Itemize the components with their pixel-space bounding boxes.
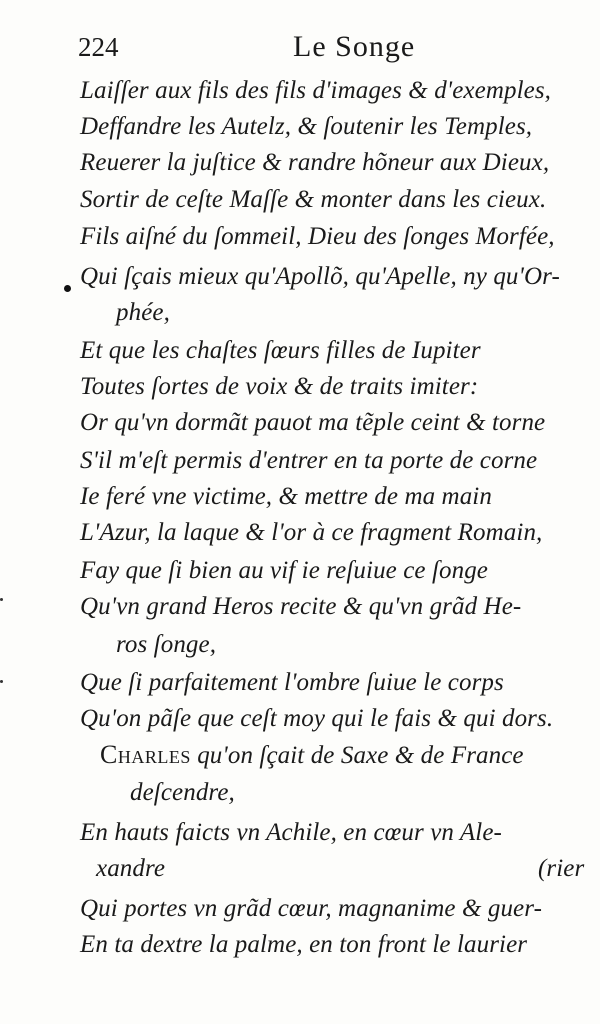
verse-line-18: En hauts faicts vn Achile, en cœur vn Ale- bbox=[80, 819, 502, 846]
verse-line-19-turnup: (rier bbox=[538, 855, 585, 882]
verse-line-16: Qu'on pãſe que ceſt moy qui le fais & qui dors. bbox=[80, 705, 554, 732]
verse-line-1: Laiſſer aux fils des fils d'images & d'exemples, bbox=[80, 77, 551, 104]
verse-line-17-turnover: deſcendre, bbox=[130, 779, 235, 806]
verse-line-13: Fay que ſi bien au vif ie reſuiue ce ſonge bbox=[80, 557, 488, 584]
verse-line-9: Or qu'vn dormãt pauot ma tẽple ceint & torne bbox=[80, 409, 546, 436]
edge-speck bbox=[0, 598, 3, 601]
page-header bbox=[78, 30, 578, 70]
verse-line-17-end: de Saxe & de France bbox=[310, 742, 524, 769]
edge-speck bbox=[0, 680, 3, 683]
verse-line-6-turnover: phée, bbox=[116, 299, 170, 326]
verse-line-6: Qui ſçais mieux qu'Apollõ, qu'Apelle, ny qu'Or- bbox=[80, 263, 560, 290]
verse-line-11: Ie feré vne victime, & mettre de ma main bbox=[80, 483, 492, 510]
page-number: 224 bbox=[78, 32, 119, 62]
verse-line-17-middle: qu'on ſçait bbox=[190, 742, 305, 769]
verse-line-7: Et que les chaſtes ſœurs filles de Iupiter bbox=[80, 337, 481, 364]
verse-line-14-turnover: ros ſonge, bbox=[116, 631, 217, 658]
running-title: Le Songe bbox=[293, 30, 416, 63]
verse-line-19: Qui portes vn grãd cœur, magnanime & guer- bbox=[80, 895, 542, 922]
verse-line-10: S'il m'eſt permis d'entrer en ta porte de corne bbox=[80, 447, 538, 474]
verse-line-17 bbox=[100, 740, 524, 771]
verse-line-15: Que ſi parfaitement l'ombre ſuiue le corps bbox=[80, 669, 504, 696]
verse-line-4: Sortir de ceſte Maſſe & monter dans les cieux. bbox=[80, 186, 547, 213]
verse-line-2: Deffandre les Autelz, & ſoutenir les Temples, bbox=[80, 113, 533, 140]
verse-line-8: Toutes ſortes de voix & de traits imiter: bbox=[80, 373, 479, 400]
verse-line-20: En ta dextre la palme, en ton front le laurier bbox=[80, 931, 528, 958]
verse-line-3: Reuerer la juſtice & randre hõneur aux Dieux, bbox=[80, 149, 550, 176]
verse-line-18-turnover: xandre bbox=[96, 855, 166, 882]
verse-line-5: Fils aiſné du ſommeil, Dieu des ſonges Morfée, bbox=[80, 223, 555, 250]
name-charles: Charles bbox=[100, 740, 191, 769]
verse-line-14: Qu'vn grand Heros recite & qu'vn grãd He- bbox=[80, 593, 522, 620]
verse-line-12: L'Azur, la laque & l'or à ce fragment Romain, bbox=[80, 519, 543, 546]
margin-bullet bbox=[64, 285, 71, 292]
